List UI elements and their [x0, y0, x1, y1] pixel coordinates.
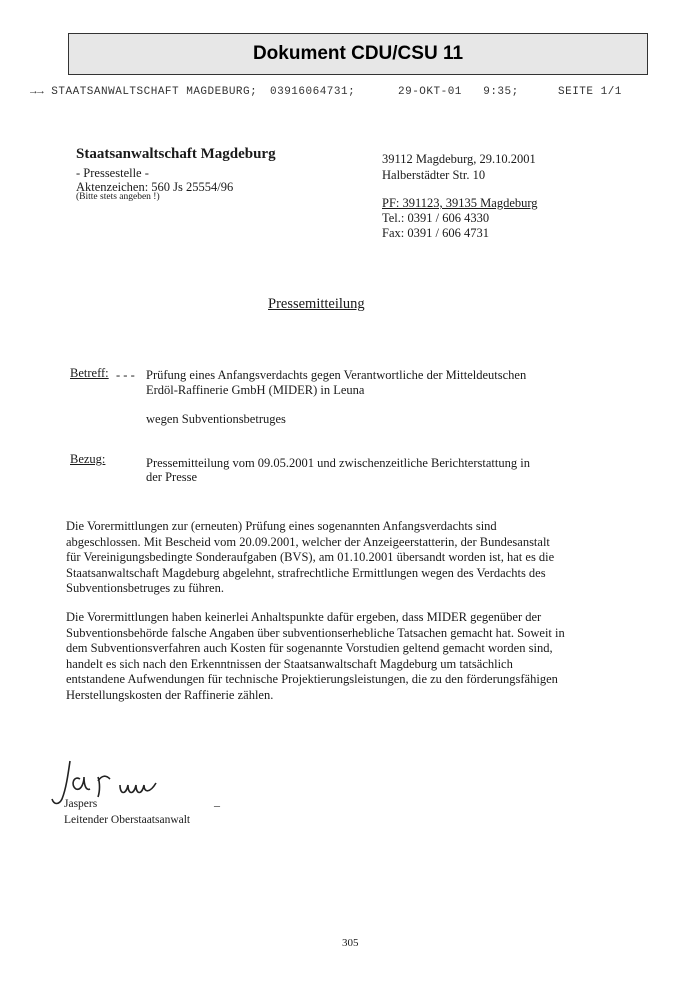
body-paragraph-2: Die Vorermittlungen haben keinerlei Anhaltspunkte dafür ergeben, dass MIDER gegenüber der Subventionsbehörde falsche Angaben über subventionserhebliche Tatsachen gemacht hat. Soweit in dem Subventionsverfahren auch Kosten für sogenannte Vorstudien geltend gemacht worden sind, handelt es sich nach den Erkenntnissen der Staatsanwaltschaft Magdeburg um tatsächlich entstandene Aufwendungen für technische Projektierungsleistungen, die zu den förderungsfähigen Herstellungskosten der Raffinerie zählen.: [66, 610, 565, 702]
page-number: 305: [342, 937, 359, 949]
file-reference: Aktenzeichen: 560 Js 25554/96: [76, 180, 234, 194]
fax-sender: →→ STAATSANWALTSCHAFT MAGDEBURG;: [30, 86, 258, 98]
subject-label: Betreff:: [70, 366, 109, 380]
body-paragraph-1: Die Vorermittlungen zur (erneuten) Prüfung eines sogenannten Anfangsverdachts sind abgeschlossen. Mit Bescheid vom 20.09.2001, welcher der Anzeigeerstatterin, der Bundesanstalt für Vereinigungsbedingte Sonderaufgaben (BVS), am 01.10.2001 übersandt worden ist, hat es die Staatsanwaltschaft Magdeburg abgelehnt, strafrechtliche Ermittlungen wegen des Verdachts des Subventionsbetruges zu führen.: [66, 519, 555, 595]
file-reference-hint: (Bitte stets angeben !): [76, 192, 160, 202]
reference-line-2: der Presse: [146, 470, 198, 484]
banner-title: Dokument CDU/CSU 11: [252, 43, 464, 64]
reference-label: Bezug:: [70, 452, 106, 466]
subject-line-1: Prüfung eines Anfangsverdachts gegen Verantwortliche der Mitteldeutschen: [146, 368, 527, 382]
po-box: PF: 391123, 39135 Magdeburg: [382, 196, 538, 210]
fax-page: SEITE 1/1: [558, 86, 622, 98]
subject-line-3: wegen Subventionsbetruges: [146, 412, 286, 426]
place-date: 39112 Magdeburg, 29.10.2001: [382, 152, 536, 166]
department: - Pressestelle -: [76, 166, 149, 180]
street-address: Halberstädter Str. 10: [382, 168, 486, 182]
fax-line: Fax: 0391 / 606 4731: [382, 226, 489, 240]
phone: Tel.: 0391 / 606 4330: [382, 211, 490, 225]
document-banner: [68, 33, 648, 75]
signatory-position: Leitender Oberstaatsanwalt: [64, 814, 191, 826]
fax-datetime: 29-OKT-01 9:35;: [398, 86, 519, 98]
handwritten-signature: [40, 755, 190, 820]
document-title: Pressemitteilung: [268, 296, 365, 312]
signature-dash: –: [214, 798, 220, 812]
fax-number: 03916064731;: [270, 86, 356, 98]
subject-line-2: Erdöl-Raffinerie GmbH (MIDER) in Leuna: [146, 383, 365, 397]
organisation-name: Staatsanwaltschaft Magdeburg: [76, 146, 276, 162]
subject-dash: - - -: [116, 368, 135, 382]
reference-line-1: Pressemitteilung vom 09.05.2001 und zwischenzeitliche Berichterstattung in: [146, 456, 530, 470]
signatory-name: Jaspers: [64, 798, 98, 810]
